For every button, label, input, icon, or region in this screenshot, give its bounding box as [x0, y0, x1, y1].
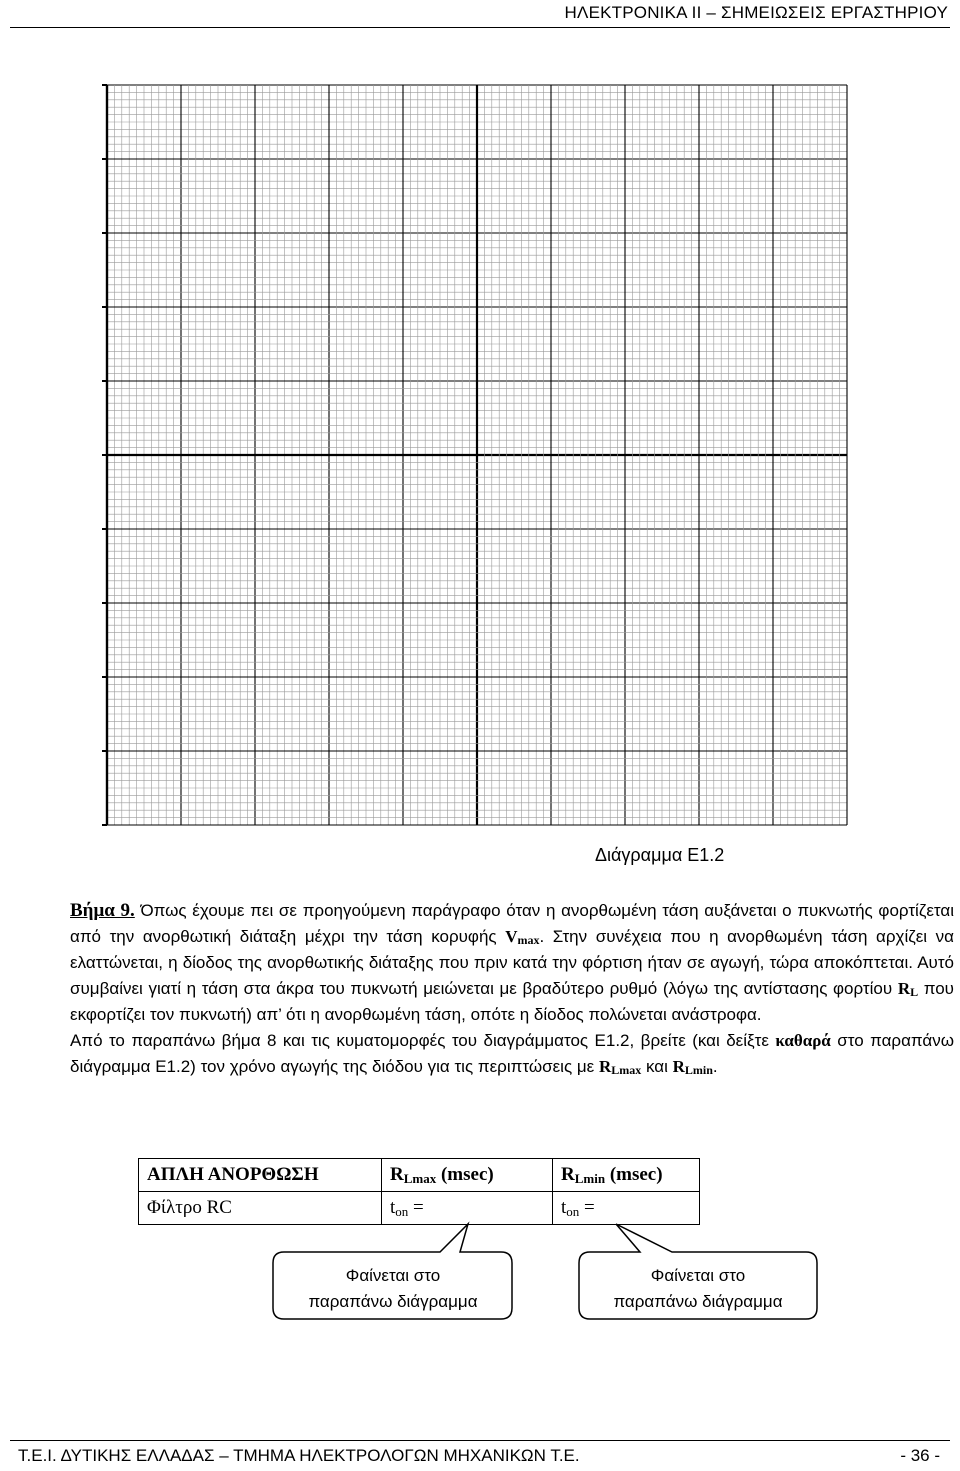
header-title: ΗΛΕΚΤΡΟΝΙΚΑ ΙΙ – ΣΗΜΕΙΩΣΕΙΣ ΕΡΓΑΣΤΗΡΙΟΥ	[564, 3, 948, 22]
table-header-rectification: ΑΠΛΗ ΑΝΟΡΘΩΣΗ	[139, 1159, 382, 1192]
callout-text-1: Φαίνεται στο παραπάνω διάγραμμα	[308, 1266, 478, 1311]
figure-caption: Διάγραμμα Ε1.2	[595, 845, 725, 865]
step-text-2: Από το παραπάνω βήμα 8 και τις κυματομορφές του διαγράμματος Ε1.2, βρείτε (και δείξτε καθαρά στο παραπάνω διάγραμμα Ε1.2) τον χρόνο αγωγής της διόδου για τις περιπτώσεις με $R_{Lmax}$ και $R_{Lmin}$.	[70, 1031, 954, 1077]
table-cell-ton-rlmax[interactable]: $t_{on}$ =	[382, 1192, 553, 1225]
header-rule	[10, 27, 950, 28]
table-cell-filter: Φίλτρο RC	[139, 1192, 382, 1225]
callout-text-2: Φαίνεται στο παραπάνω διάγραμμα	[613, 1266, 783, 1311]
footer-institution: Τ.Ε.Ι. ΔΥΤΙΚΗΣ ΕΛΛΑΔΑΣ – ΤΜΗΜΑ ΗΛΕΚΤΡΟΛΟΓΩΝ ΜΗΧΑΝΙΚΩΝ Τ.Ε.	[18, 1446, 580, 1465]
table-header-rlmax: $R_{Lmax}$ (msec)	[382, 1159, 553, 1192]
bold-word: καθαρά	[775, 1031, 831, 1050]
step-text-1: Βήμα 9. Όπως έχουμε πει σε προηγούμενη παράγραφο όταν η ανορθωμένη τάση αυξάνεται ο πυκνωτής φορτίζεται από την ανορθωτική διάταξη μέχρι την τάση κορυφής $V_{max}$. Στην συνέχεια που η ανορθωμένη τάση αρχίζει να ελαττώνεται, η δίοδος της ανορθωτικής διάταξης που πριν κατά την φόρτιση ήταν σε αγωγή, τώρα αποκόπτεται. Αυτό συμβαίνει γιατί η τάση στα άκρα του πυκνωτή μειώνεται με βραδύτερο ρυθμό (λόγω της αντίστασης φορτίου $R_L$ που εκφορτίζει τον πυκνωτή) απ’ ότι η ανορθωμένη τάση, οπότε η δίοδος πολώνεται ανάστροφα.	[70, 900, 954, 1024]
table-header-rlmin: $R_{Lmin}$ (msec)	[553, 1159, 700, 1192]
table-cell-ton-rlmin[interactable]: $t_{on}$ =	[553, 1192, 700, 1225]
page-header	[0, 0, 960, 30]
graph-paper-grid	[100, 75, 852, 827]
page-number: - 36 -	[900, 1446, 940, 1465]
step-label: Βήμα 9.	[70, 900, 135, 921]
step-paragraph	[70, 898, 954, 1080]
table-header-row	[139, 1159, 700, 1192]
footer-rule	[10, 1440, 950, 1441]
page-footer	[0, 1440, 960, 1471]
